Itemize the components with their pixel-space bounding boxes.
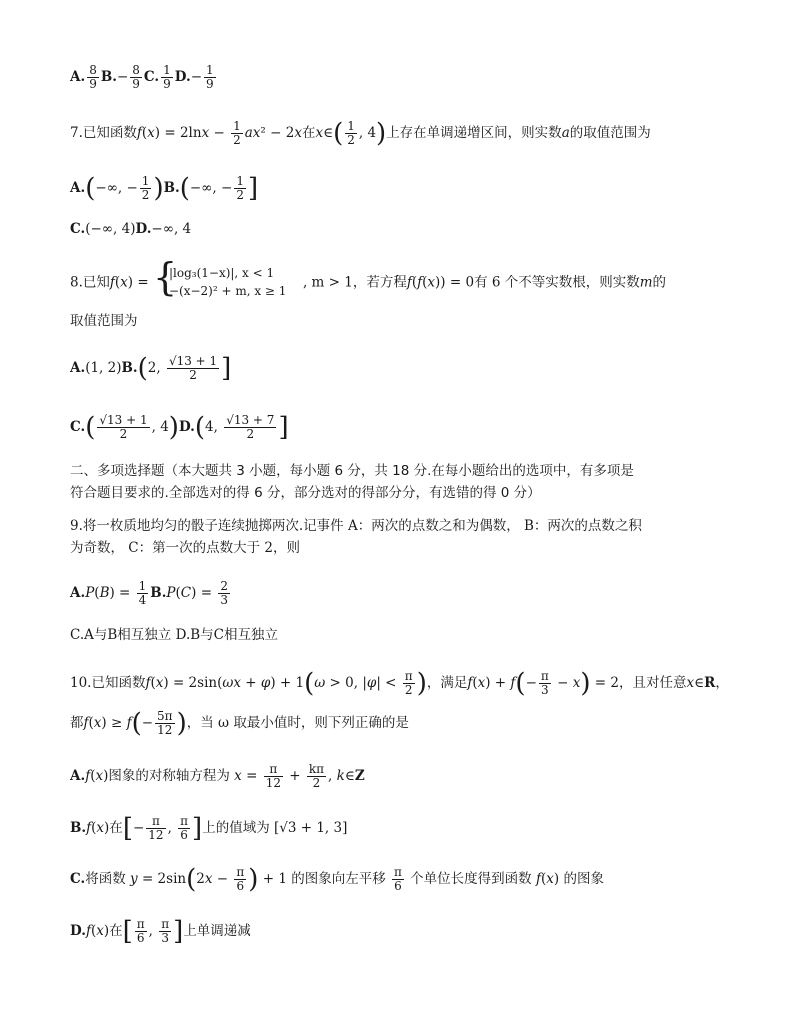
- q8-stem-line2: 取值范围为: [70, 313, 138, 329]
- q10-stem-line2: 都f(x) ≥ f(− $\frac{5\pi}{12}$ )，当 ω 取最小值时，则下列正确的是: [70, 708, 409, 739]
- q6-options: A. $\frac{8}{9}$ B.− $\frac{8}{9}$ C. $\frac{1}{9}$ D.− $\frac{1}{9}$: [70, 63, 214, 91]
- q8-stem-condition: , m > 1，若方程: [302, 274, 407, 291]
- q7-options-ab: A.(−∞, − $\frac{1}{2}$ )B.(−∞, − $\frac{1}{2}$ ]: [70, 173, 259, 204]
- q10-stem-any: ，且对任意: [618, 675, 687, 691]
- q7-stem-mid: 上存在单调递增区间，则实数: [386, 125, 562, 141]
- q7-stem-suffix: 的取值范围为: [569, 125, 651, 141]
- q10-option-c: C.将函数 y = 2sin(2x − $\frac{\pi}{6}$ ) + 1 的图象向左平移 $\frac{\pi}{6}$ 个单位长度得到函数 f(x) 的图象: [70, 864, 604, 895]
- q8-stem: 8.已知f(x) = { |log₃(1−x)|, x < 1 −(x−2)² + m, x ≥ 1 , m > 1，若方程f(f(x)) = 0有 6 个不等实数根，则实数m的: [70, 255, 667, 299]
- q9-line1: 9.将一枚质地均匀的骰子连续抛掷两次.记事件 A：两次的点数之和为偶数， B：两次的点数之积: [70, 518, 642, 534]
- q10-option-a: A.f(x)图象的对称轴方程为 x = $\frac{\pi}{12}$ + $\frac{k\pi}{2}$ , k∈Z: [70, 762, 365, 790]
- q8-piecewise: { |log₃(1−x)|, x < 1 −(x−2)² + m, x ≥ 1: [152, 255, 287, 299]
- q10-stem-all: 都: [70, 715, 84, 731]
- q10-option-d: D.f(x)在[ $\frac{\pi}{6}$ , $\frac{\pi}{3}$ ]上单调递减: [70, 916, 251, 947]
- section2-line1: 二、多项选择题（本大题共 3 小题，每小题 6 分，共 18 分.在每小题给出的选项中，有多项是: [70, 463, 634, 479]
- q10-option-b: B.f(x)在[− $\frac{\pi}{12}$ , $\frac{\pi}{6}$ ]上的值域为 [√3 + 1, 3]: [70, 813, 348, 844]
- q8-options-ab: A.(1, 2)B.(2, $\frac{√13 + 1}{2}$ ]: [70, 353, 232, 384]
- q8-stem-suffix: 的: [652, 274, 667, 291]
- q10-stem-satisfy: ，满足: [426, 675, 468, 691]
- q8-piece-1: |log₃(1−x)|, x < 1: [168, 266, 275, 280]
- q9-options-cd: C.A与B相互独立 D.B与C相互独立: [70, 627, 278, 643]
- q10-stem-prefix: 10.已知函数: [70, 675, 146, 691]
- q7-options-cd: C.(−∞, 4)D.−∞, 4: [70, 221, 192, 237]
- q8-stem-mid: 有 6 个不等实数根，则实数: [474, 274, 640, 291]
- q7-stem-in: 在: [301, 125, 316, 141]
- q7-stem-prefix: 7.已知函数: [70, 125, 137, 141]
- section2-line2: 符合题目要求的.全部选对的得 6 分，部分选对的得部分分，有选错的得 0 分）: [70, 485, 541, 501]
- q10-stem-suffix: ，当 ω 取最小值时，则下列正确的是: [186, 715, 409, 731]
- q7-stem: 7.已知函数f(x) = 2lnx − $\frac{1}{2}$ ax² − 2x在x∈( $\frac{1}{2}$ , 4)上存在单调递增区间，则实数a的取值范围为: [70, 118, 651, 149]
- q9-options-ab: A.P(B) = $\frac{1}{4}$ B.P(C) = $\frac{2}{3}$: [70, 579, 228, 607]
- q8-options-cd: C.( $\frac{√13 + 1}{2}$ , 4)D.(4, $\frac{√13 + 7}{2}$ ]: [70, 412, 289, 443]
- q8-piece-2: −(x−2)² + m, x ≥ 1: [168, 284, 287, 298]
- q8-stem-prefix: 8.已知: [70, 274, 110, 291]
- q9-line2: 为奇数， C：第一次的点数大于 2，则: [70, 540, 301, 556]
- q10-stem-line1: 10.已知函数f(x) = 2sin(ωx + φ) + 1(ω > 0, |φ| < $\frac{\pi}{2}$ )，满足f(x) + f(− $\frac{\pi}{3}$ − x) = 2，且对任意x∈R，: [70, 668, 729, 699]
